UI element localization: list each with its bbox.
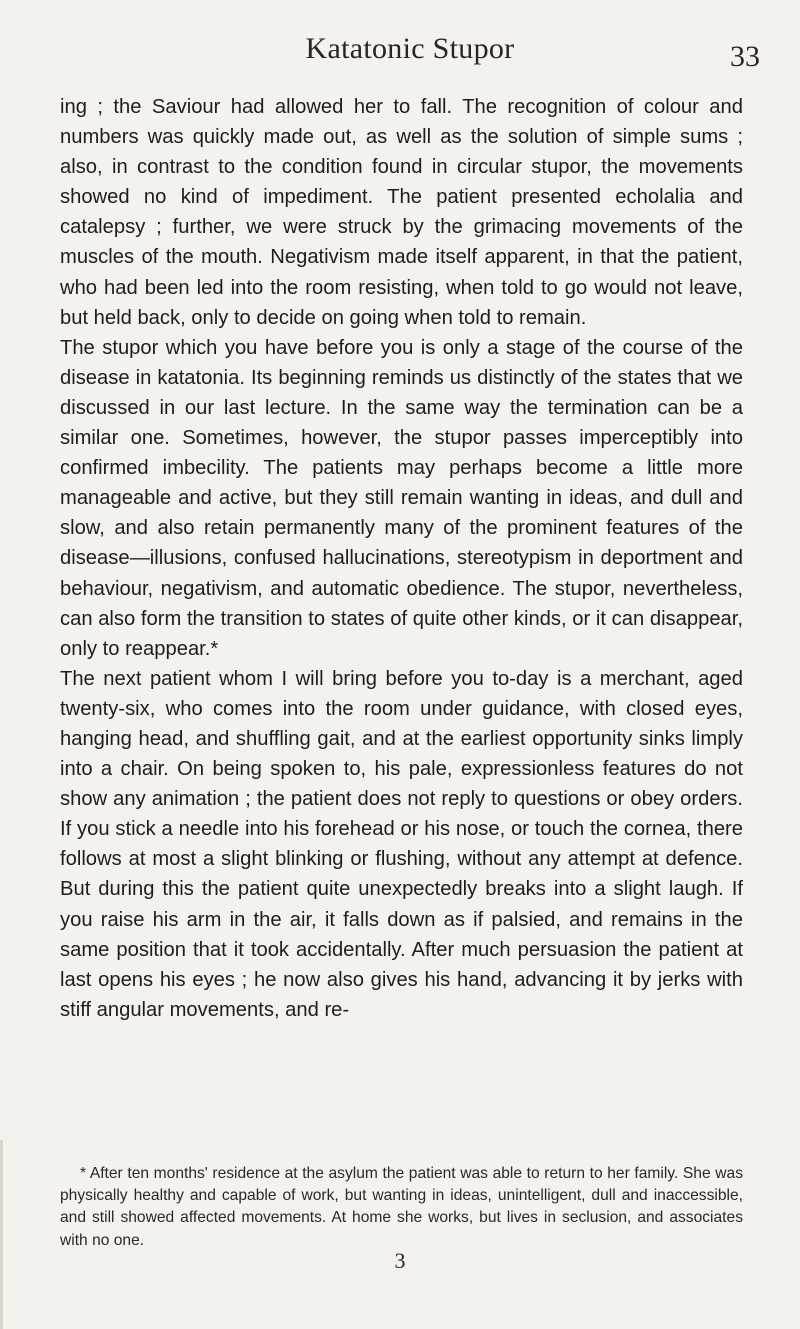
page-header <box>60 26 760 74</box>
page-number: 33 <box>730 40 760 73</box>
footnote <box>60 1163 743 1252</box>
paragraph-3: The next patient whom I will bring before you to-day is a merchant, aged twenty-six, who comes into the room under guidance, with closed eyes, hanging head, and shuffling gait, and at the earliest opportunity sinks limply into a chair. On being spoken to, his pale, expressionless features do not show any animation ; the patient does not reply to questions or obey orders. If you stick a needle into his forehead or his nose, or touch the cornea, there follows at most a slight blinking or flushing, without any attempt at defence. But during this the patient quite unexpectedly breaks into a slight laugh. If you raise his arm in the air, it falls down as if palsied, and remains in the same position that it took accidentally. After much persuasion the patient at last opens his eyes ; he now also gives his hand, advancing it by jerks with stiff angular movements, and re- <box>60 667 743 1021</box>
running-head: Katatonic Stupor <box>305 32 515 65</box>
footnote-text: * After ten months' residence at the asylum the patient was able to return to her family. She was physically healthy and capable of work, but wanting in ideas, unintelligent, dull and inaccessible, and still showed affected movements. At home she works, but lives in seclusion, and associates with no one. <box>60 1165 743 1249</box>
signature-mark: 3 <box>394 1248 406 1273</box>
paragraph-1: ing ; the Saviour had allowed her to fall. The recognition of colour and numbers was quickly made out, as well as the solution of simple sums ; also, in contrast to the condition found in circular stupor, the movements showed no kind of impediment. The patient presented echolalia and catalepsy ; further, we were struck by the grimacing movements of the muscles of the mouth. Negativism made itself apparent, in that the patient, who had been led into the room resisting, when told to go would not leave, but held back, only to decide on going when told to remain. <box>60 96 743 329</box>
paragraph-2: The stupor which you have before you is only a stage of the course of the disease in katatonia. Its beginning reminds us distinctly of the states that we discussed in our last lecture. In the same way the termination can be a similar one. Sometimes, however, the stupor passes imperceptibly into confirmed imbecility. The patients may perhaps become a little more manageable and active, but they still remain wanting in ideas, and dull and slow, and also retain permanently many of the prominent features of the disease—illusions, confused hallucinations, stereotypism in deportment and behaviour, negativism, and automatic obedience. The stupor, nevertheless, can also form the transition to states of quite other kinds, or it can disappear, only to reappear.* <box>60 336 743 660</box>
body-text <box>60 92 743 1025</box>
page-edge-shadow <box>0 1140 3 1329</box>
